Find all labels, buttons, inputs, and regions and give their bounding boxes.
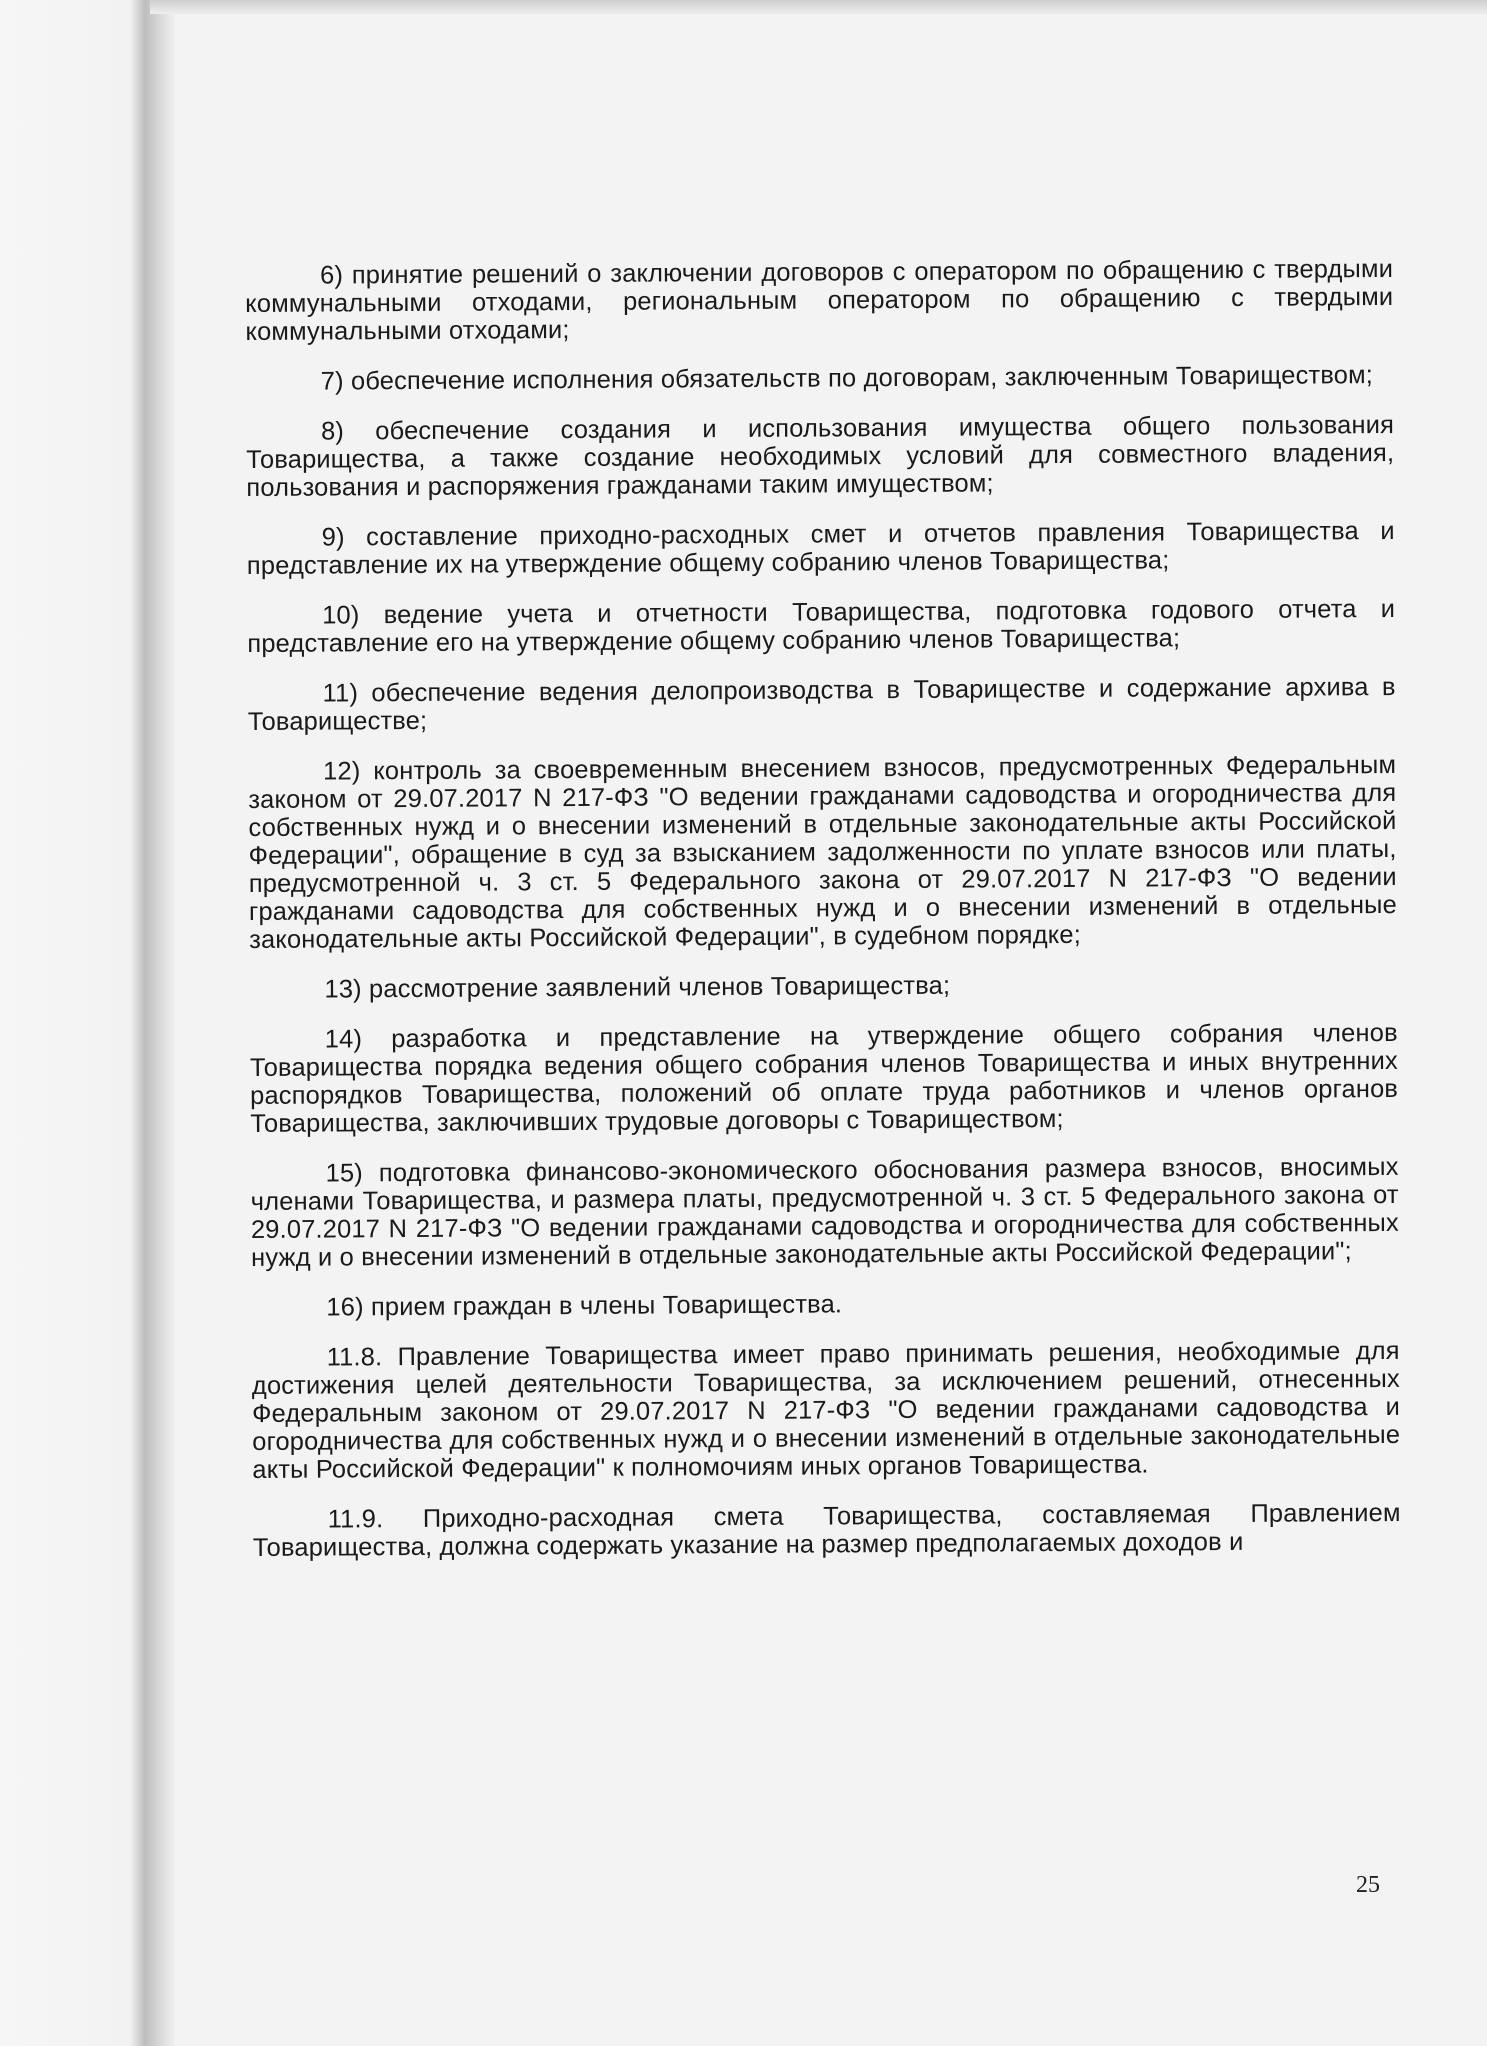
paragraph-clause-11-9: 11.9. Приходно-расходная смета Товарищества, составляемая Правлением Товарищества, должна содержать указание на размер предполагаемых доходов и <box>252 1498 1401 1562</box>
page-number: 25 <box>1356 1872 1380 1898</box>
scan-top-edge <box>150 0 1487 14</box>
paragraph-item-11: 11) обеспечение ведения делопроизводства в Товариществе и содержание архива в Товариществе; <box>247 672 1396 736</box>
paragraph-item-9: 9) составление приходно-расходных смет и отчетов правления Товарищества и представление их на утверждение общему собранию членов Товарищества; <box>246 516 1395 580</box>
paragraph-item-14: 14) разработка и представление на утверждение общего собрания членов Товарищества порядка ведения общего собрания членов Товарищества и иных внутренних распорядков Товарищества, положений об оплате труда работников и членов органов Товарищества, заключивших трудовые договоры с Товариществом; <box>249 1018 1399 1138</box>
scan-binding-shadow <box>0 0 175 2046</box>
paragraph-clause-11-8: 11.8. Правление Товарищества имеет право принимать решения, необходимые для достижения целей деятельности Товарищества, за исключением решений, отнесенных Федеральным законом от 29.07.2017 N 217-ФЗ "О ведении гражданами садоводства и огородничества для собственных нужд и о внесении изменений в отдельные законодательные акты Российской Федерации" к полномочиям иных органов Товарищества. <box>251 1336 1401 1484</box>
paragraph-item-12: 12) контроль за своевременным внесением взносов, предусмотренных Федеральным законом от 29.07.2017 N 217-ФЗ "О ведении гражданами садоводства и огородничества для собственных нужд и о внесении изменений в отдельные законодательные акты Российской Федерации", обращение в суд за взысканием задолженности по уплате взносов или платы, предусмотренной ч. 3 ст. 5 Федерального закона от 29.07.2017 N 217-ФЗ "О ведении гражданами садоводства для собственных нужд и о внесении изменений в отдельные законодательные акты Российской Федерации", в судебном порядке; <box>248 750 1398 954</box>
paragraph-item-10: 10) ведение учета и отчетности Товарищества, подготовка годового отчета и представление его на утверждение общему собранию членов Товарищества; <box>247 594 1396 658</box>
paragraph-item-6: 6) принятие решений о заключении договоров с оператором по обращению с твердыми коммунальными отходами, региональным оператором по обращению с твердыми коммунальными отходами; <box>245 254 1394 346</box>
paragraph-item-7: 7) обеспечение исполнения обязательств по договорам, заключенным Товариществом; <box>320 361 1374 396</box>
document-page <box>245 255 1401 1584</box>
paragraph-item-15: 15) подготовка финансово-экономического обоснования размера взносов, вносимых членами Товарищества, и размера платы, предусмотренной ч. 3 ст. 5 Федерального закона от 29.07.2017 N 217-ФЗ "О ведении гражданами садоводства и огородничества для собственных нужд и о внесении изменений в отдельные законодательные акты Российской Федерации"; <box>250 1152 1399 1272</box>
paragraph-item-8: 8) обеспечение создания и использования имущества общего пользования Товарищества, а также создание необходимых условий для совместного владения, пользования и распоряжения гражданами таким имуществом; <box>246 410 1395 502</box>
paragraph-item-13: 13) рассмотрение заявлений членов Товарищества; <box>324 971 951 1004</box>
paragraph-item-16: 16) прием граждан в члены Товарищества. <box>326 1290 843 1322</box>
